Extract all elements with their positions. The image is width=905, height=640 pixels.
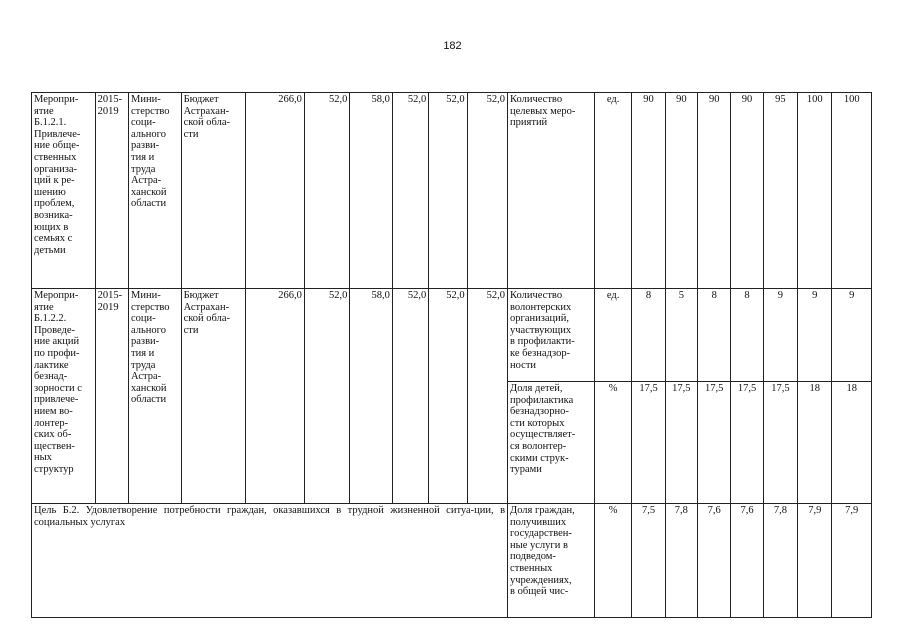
indicator-name-cell-line: турами [510,464,542,476]
executor-cell-line: области [131,198,167,210]
indicator-name-cell-line: в профилакти- [510,336,575,348]
indicator-value-cell: 8 [698,289,731,382]
period-cell-line: 2019 [97,301,119,313]
executor-cell-line: тия и [131,151,155,163]
indicator-value-cell: 7,9 [832,504,872,618]
unit-cell: % [594,504,631,618]
year-amount-cell: 52,0 [392,289,428,504]
period-cell-line: 2015- [97,94,123,105]
period-cell-line: 2015- [97,290,123,301]
executor-cell-line: разви- [131,336,160,348]
indicator-name-cell-line: участвующих [510,324,572,336]
source-cell-line: Бюджет [183,94,219,105]
year-amount-cell: 52,0 [429,289,467,504]
table-row [32,93,872,289]
activity-cell [32,93,96,289]
year-amount-cell: 52,0 [467,93,507,289]
year-amount-cell: 52,0 [429,93,467,289]
executor-cell-line: труда [131,359,156,371]
indicator-name-cell-line: Доля детей, [510,383,563,394]
activity-cell-line: Меропри- [34,94,79,105]
period-cell-line: 2019 [97,105,119,117]
activity-cell-line: ющих в [34,221,69,233]
indicator-name-cell [508,382,595,504]
activity-cell-line: по профи- [34,347,80,359]
indicator-value-cell: 7,6 [731,504,763,618]
activity-cell-line: ственных [34,151,77,163]
executor-cell [129,289,182,504]
unit-cell: ед. [594,93,631,289]
executor-cell-line: Астра- [131,371,162,383]
indicator-name-cell-line: приятий [510,117,548,129]
executor-cell-line: ального [131,324,166,336]
source-cell-line: Астрахан- [183,105,230,117]
indicator-value-cell: 17,5 [731,382,763,504]
indicator-name-cell [508,289,595,382]
indicator-name-cell-line: учреждениях, [510,574,572,586]
activity-cell-line: детьми [34,244,66,256]
executor-cell-line: области [131,394,167,406]
executor-cell [129,93,182,289]
indicator-value-cell: 17,5 [763,382,797,504]
executor-cell-line: соци- [131,313,156,325]
executor-cell-line: ханской [131,186,167,198]
executor-cell-line: соци- [131,117,156,129]
indicator-name-cell-line: Количество [510,290,563,301]
activity-cell-line: Меропри- [34,290,79,301]
activity-cell-line: Проведе- [34,324,76,336]
indicator-name-cell-line: скими струк- [510,452,569,464]
unit-cell: ед. [594,289,631,382]
indicator-value-cell: 8 [731,289,763,382]
activity-cell-line: Б.1.2.2. [34,313,67,325]
activity-cell-line: ских об- [34,429,72,441]
indicator-value-cell: 7,9 [798,504,832,618]
indicator-value-cell: 90 [698,93,731,289]
year-amount-cell: 58,0 [350,289,392,504]
activity-cell-line: Б.1.2.1. [34,117,67,129]
indicator-name-cell-line: волонтерских [510,301,572,313]
executor-cell-line: Мини- [131,94,161,105]
executor-cell-line: труда [131,163,156,175]
indicator-name-cell-line: ные услуги в [510,539,568,551]
indicator-value-cell: 18 [798,382,832,504]
activity-cell-line: лонтер- [34,417,69,429]
indicator-value-cell: 9 [763,289,797,382]
indicator-name-cell-line: ся волонтер- [510,440,567,452]
total-cell: 266,0 [246,289,305,504]
indicator-name-cell-line: профилактика [510,394,574,406]
activity-cell-line: ние обще- [34,140,80,152]
year-amount-cell: 58,0 [350,93,392,289]
indicator-value-cell: 90 [731,93,763,289]
indicator-value-cell: 90 [632,93,665,289]
activity-cell-line: Привлече- [34,128,81,140]
indicator-name-cell-line: безнадзорно- [510,406,569,418]
source-cell [181,93,246,289]
year-amount-cell: 52,0 [304,93,349,289]
indicator-name-cell-line: подведом- [510,551,556,563]
activity-cell-line: структур [34,463,74,475]
activity-cell-line: безнад- [34,371,68,383]
indicator-name-cell-line: ке безнадзор- [510,347,571,359]
year-amount-cell: 52,0 [304,289,349,504]
source-cell-line: сти [183,128,199,140]
unit-cell: % [594,382,631,504]
program-table [31,92,872,618]
source-cell-line: Астрахан- [183,301,230,313]
activity-cell-line: семьях с [34,233,73,245]
executor-cell-line: Мини- [131,290,161,301]
activity-cell [32,289,96,504]
activity-cell-line: привлече- [34,394,79,406]
source-cell-line: Бюджет [183,290,219,301]
indicator-value-cell: 17,5 [698,382,731,504]
executor-cell-line: тия и [131,347,155,359]
indicator-value-cell: 7,5 [632,504,665,618]
indicator-name-cell-line: в общей чис- [510,586,569,598]
indicator-name-cell-line: целевых меро- [510,105,576,117]
indicator-value-cell: 7,8 [763,504,797,618]
indicator-name-cell-line: сти которых [510,417,565,429]
indicator-value-cell: 9 [832,289,872,382]
indicator-value-cell: 18 [832,382,872,504]
activity-cell-line: лактике [34,359,69,371]
activity-cell-line: ций к ре- [34,175,75,187]
indicator-value-cell: 7,8 [665,504,697,618]
year-amount-cell: 52,0 [467,289,507,504]
indicator-name-cell-line: государствен- [510,528,572,540]
table-row [32,289,872,382]
indicator-name-cell-line: получивших [510,516,567,528]
executor-cell-line: разви- [131,140,160,152]
activity-cell-line: зорности с [34,382,82,394]
executor-cell-line: Астра- [131,175,162,187]
indicator-name-cell-line: Количество [510,94,563,105]
page-number: 182 [443,40,462,52]
indicator-value-cell: 8 [632,289,665,382]
indicator-value-cell: 9 [798,289,832,382]
source-cell-line: сти [183,324,199,336]
source-cell-line: ской обла- [183,117,231,129]
total-cell: 266,0 [246,93,305,289]
executor-cell-line: стерство [131,301,170,313]
activity-cell-line: ятие [34,105,54,117]
goal-text-cell: Цель Б.2. Удовлетворение потребности граждан, оказавшихся в трудной жизненной ситуа-ции, в социальных услугах [32,504,508,618]
activity-cell-line: ществен- [34,440,75,452]
indicator-value-cell: 95 [763,93,797,289]
executor-cell-line: ханской [131,382,167,394]
activity-cell-line: нием во- [34,405,73,417]
goal-row [32,504,872,618]
period-cell [95,93,128,289]
activity-cell-line: ние акций [34,336,80,348]
executor-cell-line: стерство [131,105,170,117]
source-cell [181,289,246,504]
indicator-value-cell: 100 [832,93,872,289]
period-cell [95,289,128,504]
indicator-value-cell: 90 [665,93,697,289]
source-cell-line: ской обла- [183,313,231,325]
indicator-name-cell-line: организаций, [510,313,570,325]
indicator-value-cell: 5 [665,289,697,382]
indicator-value-cell: 17,5 [632,382,665,504]
indicator-name-cell-line: Доля граждан, [510,505,575,516]
indicator-value-cell: 17,5 [665,382,697,504]
activity-cell-line: организа- [34,163,78,175]
indicator-name-cell-line: ности [510,359,537,371]
activity-cell-line: проблем, [34,198,75,210]
activity-cell-line: ных [34,452,52,464]
indicator-value-cell: 7,6 [698,504,731,618]
executor-cell-line: ального [131,128,166,140]
indicator-name-cell [508,504,595,618]
activity-cell-line: возника- [34,209,73,221]
activity-cell-line: шению [34,186,66,198]
year-amount-cell: 52,0 [392,93,428,289]
activity-cell-line: ятие [34,301,54,313]
indicator-name-cell-line: осуществляет- [510,429,576,441]
indicator-name-cell [508,93,595,289]
indicator-name-cell-line: ственных [510,562,553,574]
indicator-value-cell: 100 [798,93,832,289]
